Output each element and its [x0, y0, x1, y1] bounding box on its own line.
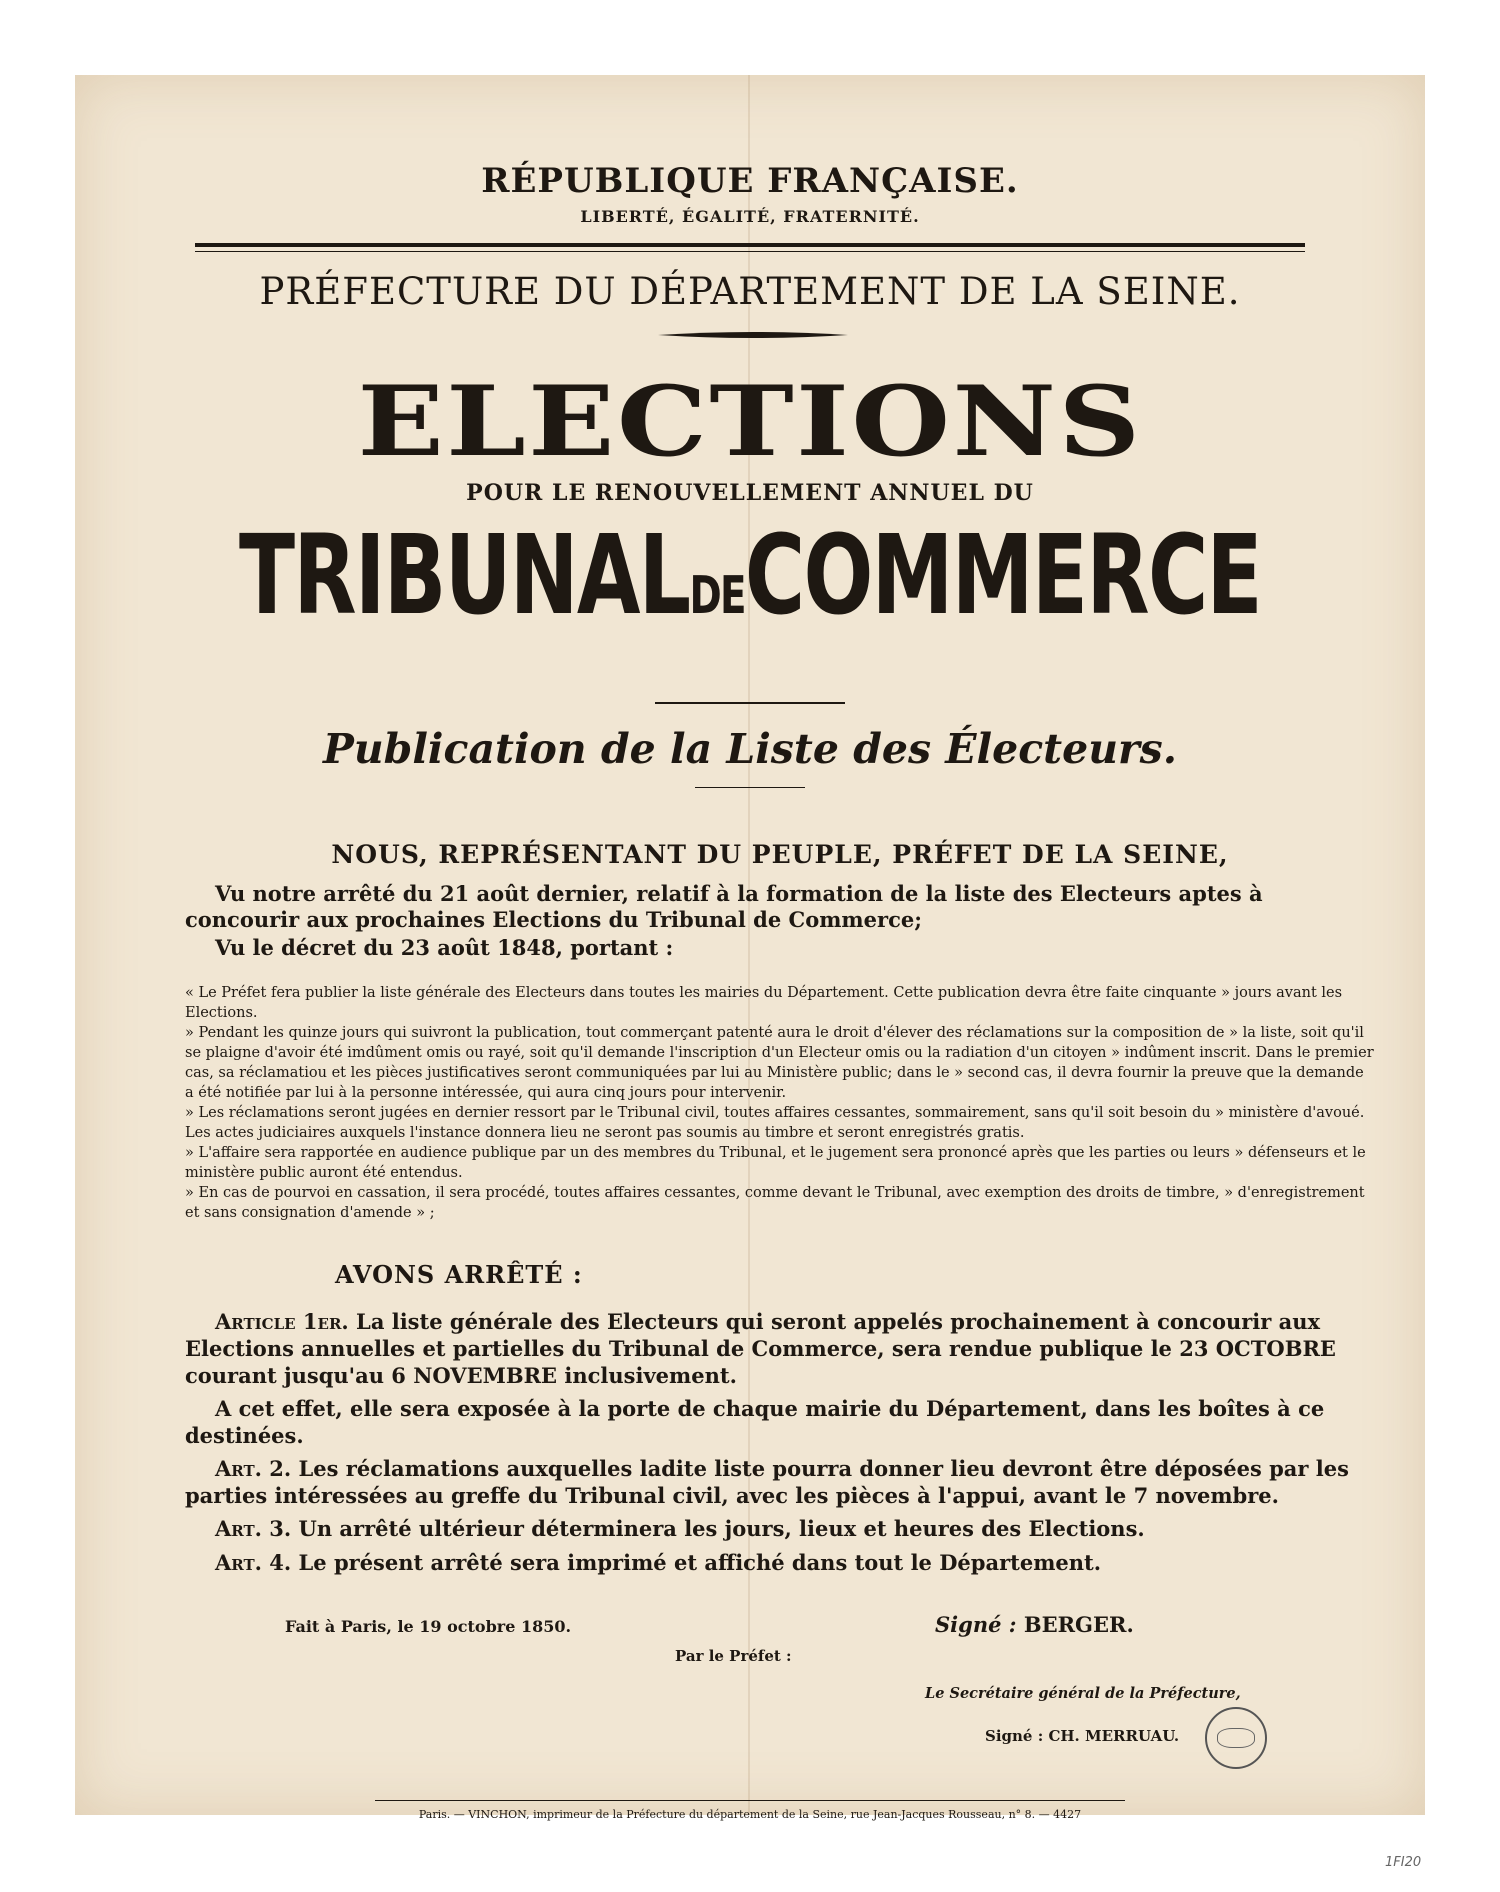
article-1-continued: A cet effet, elle sera exposée à la porte de chaque mairie du Département, dans les boîtes à ce destinées.	[185, 1396, 1325, 1448]
tribunal-word: TRIBUNAL	[238, 511, 690, 639]
signe-name: BERGER.	[1023, 1612, 1134, 1637]
poster	[75, 75, 1425, 1821]
article-2-text: Les réclamations auxquelles ladite liste pourra donner lieu devront être déposées par les parties intéressées au greffe du Tribunal civil, avec les pièces à l'appui, avant le 7 novembre.	[185, 1456, 1349, 1508]
article-3	[185, 1515, 1375, 1542]
top-rule-thin	[195, 251, 1305, 252]
tribunal-title	[190, 511, 1311, 639]
par-le-prefet: Par le Préfet :	[675, 1647, 792, 1665]
top-rule-thick	[195, 243, 1305, 247]
pub-rule	[695, 787, 805, 788]
article-4-label: Art. 4.	[215, 1550, 292, 1575]
fait-a-paris: Fait à Paris, le 19 octobre 1850.	[285, 1617, 572, 1636]
motto: LIBERTÉ, ÉGALITÉ, FRATERNITÉ.	[580, 207, 920, 226]
decree-paragraph: » En cas de pourvoi en cassation, il sera procédé, toutes affaires cessantes, comme devant le Tribunal, avec exemption des droits de timbre, » d'enregistrement et sans consignation d'amende » ;	[185, 1185, 1365, 1221]
article-4-text: Le présent arrêté sera imprimé et affiché dans tout le Département.	[298, 1550, 1102, 1575]
tribunal-de: DE	[689, 566, 745, 626]
archive-reference: 1FI20	[1385, 1855, 1422, 1870]
elections-subtitle: POUR LE RENOUVELLEMENT ANNUEL DU	[466, 480, 1034, 506]
publication-title: Publication de la Liste des Électeurs.	[323, 725, 1177, 773]
article-1-text: La liste générale des Electeurs qui seront appelés prochainement à concourir aux Elections annuelles et partielles du Tribunal de Commerce, sera rendue publique le 23 OCTOBRE courant jusqu'au 6 NOVEMBRE inclusivement.	[185, 1309, 1336, 1388]
ornament-rule	[658, 331, 848, 339]
avons-arrete: AVONS ARRÊTÉ :	[335, 1260, 583, 1289]
signature-berger	[935, 1612, 1134, 1637]
article-2	[185, 1455, 1375, 1509]
decree-paragraph: » L'affaire sera rapportée en audience publique par un des membres du Tribunal, et le jugement sera prononcé après que les parties ou leurs » défenseurs et le ministère public auront été entendus.	[185, 1145, 1366, 1181]
article-3-text: Un arrêté ultérieur déterminera les jours, lieux et heures des Elections.	[298, 1516, 1145, 1541]
article-3-label: Art. 3.	[215, 1516, 292, 1541]
secretaire-general: Le Secrétaire général de la Préfecture,	[925, 1685, 1241, 1702]
decree-paragraph: » Les réclamations seront jugées en dernier ressort par le Tribunal civil, toutes affaires cessantes, sommairement, sans qu'il soit besoin du » ministère d'avoué. Les actes judiciaires auxquels l'instance donnera lieu ne seront pas soumis au timbre et seront enregistrés gratis.	[185, 1105, 1365, 1141]
vu-decret: Vu le décret du 23 août 1848, portant :	[215, 935, 674, 960]
elections-title: ELECTIONS	[357, 365, 1143, 478]
article-1-label: Article 1er.	[215, 1309, 349, 1334]
vu-arrete: Vu notre arrêté du 21 août dernier, relatif à la formation de la liste des Electeurs aptes à concourir aux prochaines Elections du Tribunal de Commerce;	[185, 881, 1263, 932]
mid-rule	[655, 702, 845, 704]
commerce-word: COMMERCE	[744, 511, 1262, 639]
printer-line: Paris. — VINCHON, imprimeur de la Préfecture du département de la Seine, rue Jean-Jacques Rousseau, n° 8. — 4427	[418, 1808, 1082, 1821]
decree-paragraph: « Le Préfet fera publier la liste générale des Electeurs dans toutes les mairies du Département. Cette publication devra être faite cinquante » jours avant les Elections.	[185, 985, 1343, 1021]
article-2-label: Art. 2.	[215, 1456, 292, 1481]
decree-paragraph: » Pendant les quinze jours qui suivront la publication, tout commerçant patenté aura le droit d'élever des réclamations sur la composition de » la liste, soit qu'il se plaigne d'avoir été imdûment omis ou rayé, soit qu'il demande l'inscription d'un Electeur omis ou la radiation d'un citoyen » indûment inscrit. Dans le premier cas, sa réclamatiou et les pièces justificatives seront communiquées par lui au Ministère public; dans le » second cas, il devra fournir la preuve que la demande a été notifiée par lui à la personne intéressée, qui aura cinq jours pour intervenir.	[185, 1025, 1374, 1101]
signature-merruau: Signé : CH. MERRUAU.	[985, 1727, 1180, 1745]
printer-rule	[375, 1800, 1125, 1801]
article-4	[185, 1549, 1375, 1576]
article-1	[185, 1308, 1375, 1389]
nous-heading: NOUS, REPRÉSENTANT DU PEUPLE, PRÉFET DE LA SEINE,	[331, 840, 1229, 869]
stamp-inner	[1217, 1728, 1255, 1748]
prefecture-heading: PRÉFECTURE DU DÉPARTEMENT DE LA SEINE.	[259, 270, 1241, 313]
signe-label: Signé :	[935, 1612, 1017, 1637]
archive-stamp-icon	[1205, 1707, 1267, 1769]
decree-quote	[185, 983, 1375, 1223]
republic-heading: RÉPUBLIQUE FRANÇAISE.	[481, 161, 1019, 201]
